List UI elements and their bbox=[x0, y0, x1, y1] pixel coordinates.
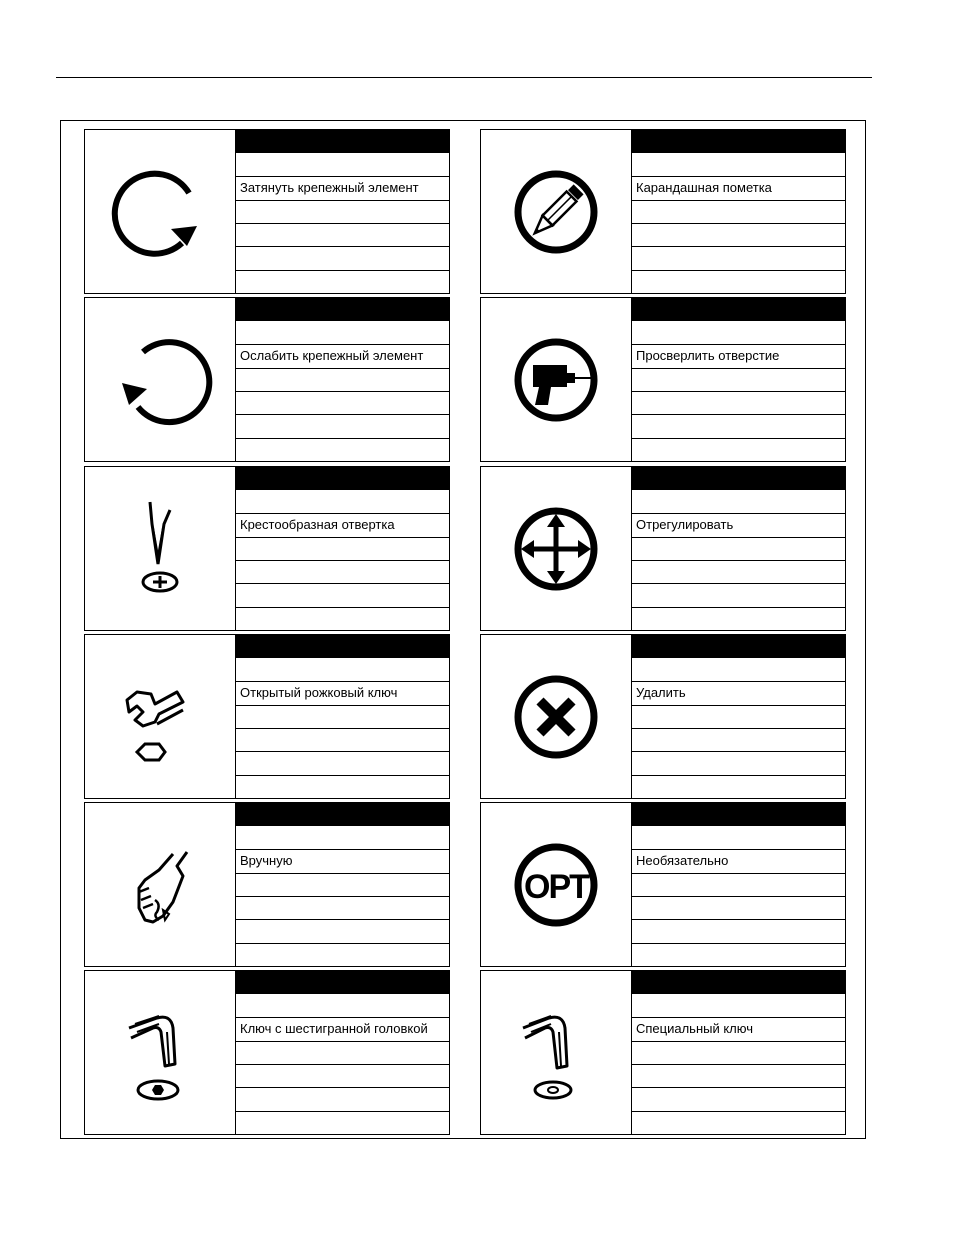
pencil-mark-icon bbox=[481, 130, 632, 293]
hex-key-icon bbox=[85, 971, 236, 1134]
symbol-label: Просверлить отверстие bbox=[632, 344, 845, 367]
remove-x-icon bbox=[481, 635, 632, 798]
header-rule bbox=[56, 77, 872, 78]
symbol-label: Вручную bbox=[236, 849, 449, 872]
symbol-card-adjust bbox=[480, 466, 846, 631]
tighten-clockwise-icon bbox=[85, 130, 236, 293]
symbol-card-phillips bbox=[84, 466, 450, 631]
symbol-label: Открытый рожковый ключ bbox=[236, 681, 449, 704]
loosen-counterclockwise-icon bbox=[85, 298, 236, 461]
symbol-label: Ключ с шестигранной головкой bbox=[236, 1017, 449, 1040]
symbol-label: Удалить bbox=[632, 681, 845, 704]
symbol-label: Ослабить крепежный элемент bbox=[236, 344, 449, 367]
symbol-card-pencil bbox=[480, 129, 846, 294]
symbol-card-wrench bbox=[84, 634, 450, 799]
symbol-card-drill bbox=[480, 297, 846, 462]
drill-icon bbox=[481, 298, 632, 461]
symbol-label: Отрегулировать bbox=[632, 513, 845, 536]
symbol-label: Крестообразная отвертка bbox=[236, 513, 449, 536]
symbol-card-loosen bbox=[84, 297, 450, 462]
special-key-icon bbox=[481, 971, 632, 1134]
hand-icon bbox=[85, 803, 236, 966]
optional-icon-text: OPT bbox=[524, 867, 588, 906]
symbol-card-hex-key bbox=[84, 970, 450, 1135]
symbol-card-tighten bbox=[84, 129, 450, 294]
open-end-wrench-icon bbox=[85, 635, 236, 798]
symbol-card-optional bbox=[480, 802, 846, 967]
optional-icon bbox=[481, 803, 632, 966]
symbol-card-hand bbox=[84, 802, 450, 967]
symbol-card-special-key bbox=[480, 970, 846, 1135]
symbol-card-remove bbox=[480, 634, 846, 799]
phillips-screwdriver-icon bbox=[85, 467, 236, 630]
adjust-arrows-icon bbox=[481, 467, 632, 630]
symbol-label: Карандашная пометка bbox=[632, 176, 845, 199]
symbol-label: Специальный ключ bbox=[632, 1017, 845, 1040]
symbol-label: Затянуть крепежный элемент bbox=[236, 176, 449, 199]
symbol-label: Необязательно bbox=[632, 849, 845, 872]
